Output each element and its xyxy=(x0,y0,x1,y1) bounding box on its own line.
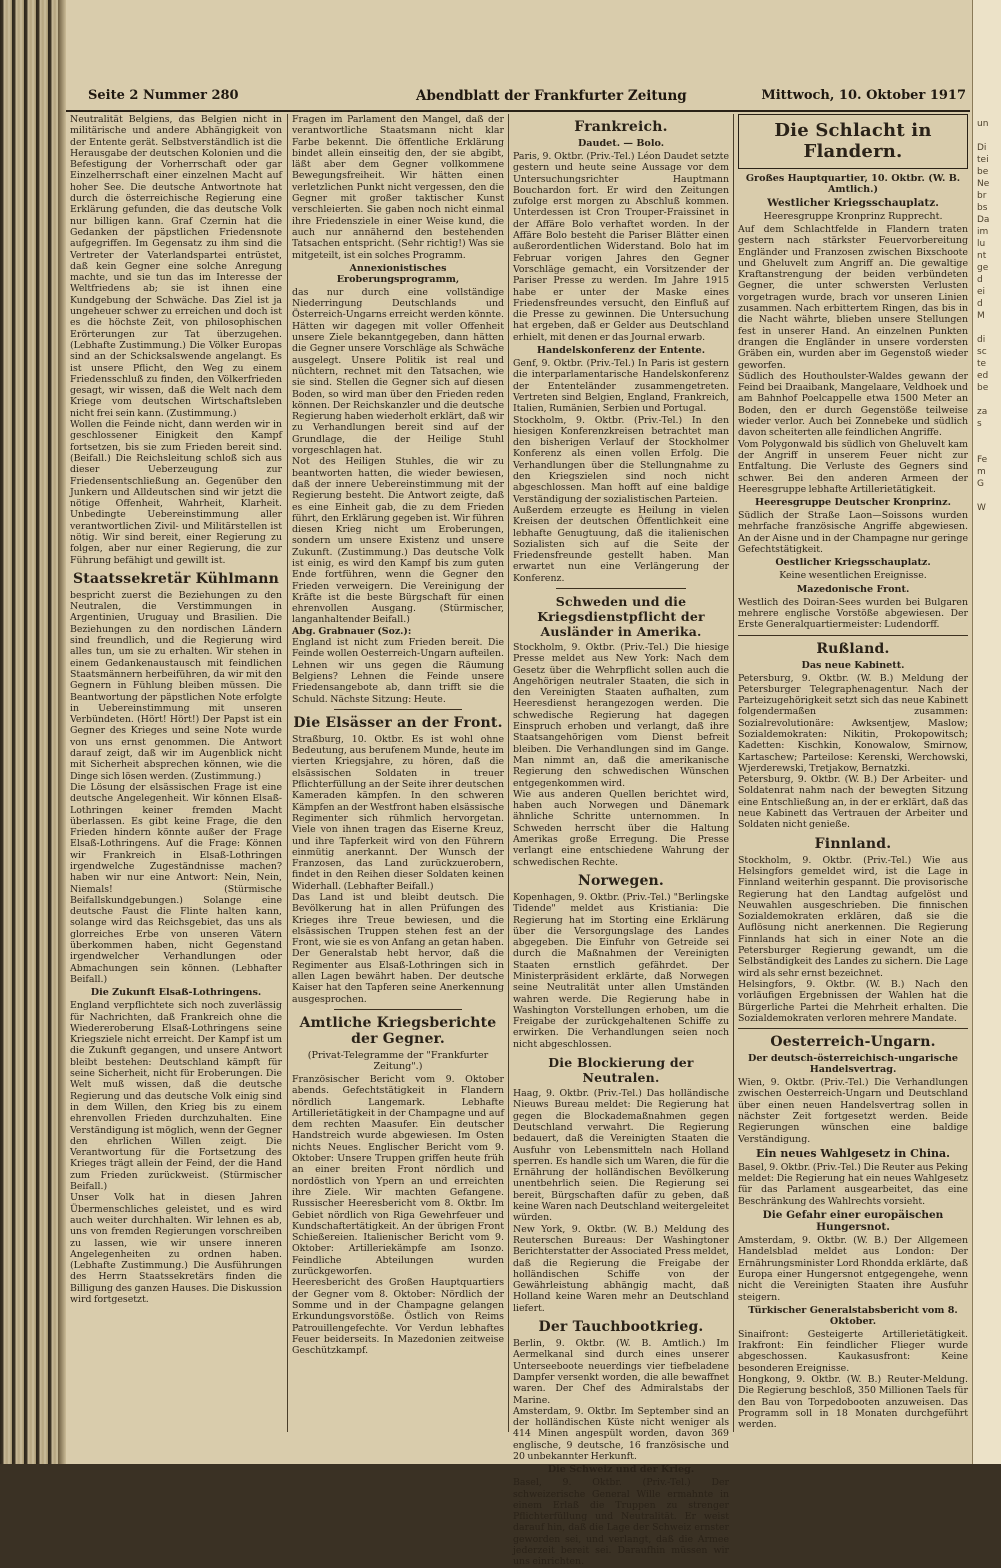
divider xyxy=(738,1028,968,1029)
article-text: Genf, 9. Oktbr. (Priv.-Tel.) In Paris ist gestern die interparlamentarische Handelskonferenz der Ententeländer zusammengetreten. Vertreten sind Belgien, England, Frankreich, Italien, Rumänien, Serbien und Portugal. xyxy=(513,358,729,415)
article-text: Stockholm, 9. Oktbr. (Priv.-Tel.) In den hiesigen Konferenzkreisen betrachtet man den bisherigen Verlauf der Stockholmer Konferenz als einen vollen Erfolg. Die Verhandlungen über die Stellungnahme zu den Kriegszielen sind noch nicht abgeschlossen. Man hofft auf eine baldige Verständigung der sozialistischen Parteien. xyxy=(513,414,729,505)
article-text: Petersburg, 9. Oktbr. (W. B.) Meldung der Petersburger Telegraphenagentur. Nach der Parteizugehörigkeit setzt sich das neue Kabinett folgendermaßen zusammen: Sozialrevolutionäre: Awksentjew, Maslow; Sozialdemokraten: Nikitin, Prokopowitsch; Kadetten: Kischkin, Konowalow, Smirnow, Kartaschew; Parteilose: Kerenski, Werchowski, Wjerderewski, Tretjakow, Bernatzki. xyxy=(738,672,968,774)
article-text: Heeresbericht des Großen Hauptquartiers der Gegner vom 8. Oktober: Nördlich der Somme und in der Champagne gelangen Erkundungsvorstöße. Östlich von Reims Patrouillengefechte. Vor Verdun lebhaftes Feuer beiderseits. In Mazedonien zeitweise Geschützkampf. xyxy=(292,1277,504,1357)
newspaper-title: Abendblatt der Frankfurter Zeitung xyxy=(416,88,687,104)
article-text: Auf dem Schlachtfelde in Flandern traten gestern nach stärkster Feuervorbereitung Engländer und Franzosen zwischen Bixschoote und Gheluvelt zum Angriff an. Die gewaltige Kraftanstrengung der beiden verbündeten Gegner, die unter schwersten Verlusten vorgetragen wurde, brach vor unseren Linien zusammen. Nach erbittertem Ringen, das bis in die Nacht währte, blieben unsere Stellungen fest in unserer Hand. An einzelnen Punkten drangen die Engländer in unsere vordersten Gräben ein, wurden aber im Gegenstoß wieder geworfen. xyxy=(738,224,968,371)
masthead xyxy=(66,86,970,112)
subheading: Die Zukunft Elsaß-Lothringens. xyxy=(90,987,262,999)
subheading: (Privat-Telegramme der "Frankfurter Zeitung".) xyxy=(307,1049,489,1072)
article-text: Die Lösung der elsässischen Frage ist eine deutsche Angelegenheit. Wir können Elsaß-Lothringen keiner fremden Macht überlassen. Es gibt keine Frage, die den Frieden hindern könnte außer der Frage Elsaß-Lothringens. Auf die Frage: Können wir Frankreich in Elsaß-Lothringen irgendwelche Zugeständnisse machen? haben wir nur eine Antwort: Nein, Nein, Niemals! (Stürmische Beifallskundgebungen.) Solange eine deutsche Faust die Flinte halten kann, solange wird das Reichsgebiet, das uns als glorreiches Erbe von unseren Vätern überkommen haben, nicht Gegenstand irgendwelcher Verhandlungen oder Abmachungen sein können. (Lebhafter Beifall.) xyxy=(70,781,282,985)
article-text: Basel, 9. Oktbr. (Priv.-Tel.) Der schweizerische General Wille ermahnte in einem Erlaß die Truppen zu strenger Pflichterfüllung und Neutralität. Er weist darauf hin, daß die Lage der Schweiz ernster geworden sei, und verlangt, daß die Armee jederzeit bereit sei. Daraufhin müssen wir uns einrichten. xyxy=(513,1477,729,1568)
article-text: Helsingfors, 9. Oktbr. (W. B.) Nach den vorläufigen Ergebnissen der Wahlen hat die Bürgerliche Partei die Mehrheit erhalten. Die Sozialdemokraten verloren mehrere Mandate. xyxy=(738,978,968,1024)
subheading: Westlicher Kriegsschauplatz. xyxy=(767,197,939,209)
article-text: Vom Polygonwald bis südlich von Gheluvelt kam der Angriff in unserem Feuer nicht zur Entfaltung. Die Verluste des Gegners sind schwer. Bei den anderen Armeen der Heeresgruppe lebhafte Artillerietätigkeit. xyxy=(738,438,968,495)
subheading: Heeresgruppe Deutscher Kronprinz. xyxy=(755,497,951,509)
article-text: Haag, 9. Oktbr. (Priv.-Tel.) Das holländische Nieuws Bureau meldet: Die Regierung hat gegen die Blockademaßnahmen gegen Deutschland verwahrt. Die Regierung bedauert, daß die Vereinigten Staaten die Ausfuhr von Lebensmitteln nach Holland sperren. Es handle sich um Waren, die für die Ernährung der holländischen Bevölkerung unentbehrlich seien. Die Regierung sei bereit, Bürgschaften dafür zu geben, daß keine Waren nach Deutschland weitergeleitet würden. xyxy=(513,1088,729,1224)
column-rule xyxy=(508,114,509,1432)
section-heading: Die Blockierung der Neutralen. xyxy=(548,1055,694,1086)
subheading: Das neue Kabinett. xyxy=(801,659,905,671)
article-text: England verpflichtete sich noch zuverlässig für Nachrichten, daß Frankreich ohne die Wiedereroberung Elsaß-Lothringens seine Kriegsziele nicht erreicht. Der Kampf ist um die Zukunft gegangen, und unsere Antwort bleibt bestehen: Deutschland kämpft für seine Sicherheit, nicht für Eroberungen. Die Welt muß wissen, daß die deutsche Regierung und das deutsche Volk einig sind in dem Willen, den Krieg bis zu einem ehrenvollen Frieden durchzuhalten. Eine Verständigung ist möglich, wenn der Gegner den ehrlichen Willen zeigt. Die Verantwortung für die Fortsetzung des Krieges trägt allein der Feind, der die Hand zum Frieden zurückweist. (Stürmischer Beifall.) xyxy=(70,1000,282,1193)
section-heading: Norwegen. xyxy=(577,872,665,889)
subheading: Mazedonische Front. xyxy=(796,583,910,595)
section-heading: Der Tauchbootkrieg. xyxy=(538,1319,704,1336)
column-1 xyxy=(70,114,282,1434)
section-heading: Frankreich. xyxy=(574,119,668,135)
section-heading: Finnland. xyxy=(814,835,892,852)
subheading: Die Gefahr einer europäischen Hungersnot. xyxy=(762,1209,944,1234)
column-2 xyxy=(292,114,504,1434)
page-number: Seite 2 Nummer 280 xyxy=(88,88,239,103)
article-text: Sinaifront: Gesteigerte Artillerietätigkeit. Irakfront: Ein feindlicher Flieger wurde abgeschossen. Kaukasusfront: Keine besonderen Ereignisse. xyxy=(738,1328,968,1374)
speaker-line: Abg. Grabnauer (Soz.): xyxy=(292,625,412,637)
subheading: Der deutsch-österreichisch-ungarische Handelsvertrag. xyxy=(748,1053,958,1076)
article-text: Südlich des Houthoulster-Waldes gewann der Feind bei Draaibank, Mangelaare, Veldhoek und am Bahnhof Poelcappelle etwa 1500 Meter an Boden, den er durch Gegenstöße teilweise wieder verlor. Auch bei Zonnebeke und südlich davon scheiterten alle feindlichen Angriffe. xyxy=(738,370,968,439)
article-text: Not des Heiligen Stuhles, die wir zu beantworten hatten, die wieder bewiesen, daß der innere Uebereinstimmung mit der Regierung besteht. Die Antwort zeigte, daß es eine Einheit gab, die zu dem Frieden führt, den Erklärung gegeben ist. Wir führen diesen Krieg nicht um Eroberungen, sondern um unsere Existenz und unsere Zukunft. (Zustimmung.) Das deutsche Volk ist einig, es wird den Kampf bis zum guten Ende fortführen, wenn die Gegner den Frieden verweigern. Die Vereinigung der Kräfte ist die beste Bürgschaft für einen ehrenvollen Ausgang. (Stürmischer, langanhaltender Beifall.) xyxy=(292,456,504,626)
headline-box xyxy=(738,114,968,169)
article-text: Straßburg, 10. Oktbr. Es ist wohl ohne Bedeutung, aus berufenem Munde, heute im vierten Kriegsjahre, zu hören, daß die elsässischen Soldaten in treuer Pflichterfüllung an der Seite ihrer deutschen Kameraden kämpfen. In den schweren Kämpfen an der Westfront haben elsässische Regimenter sich rühmlich hervorgetan. Viele von ihnen tragen das Eiserne Kreuz, und ihre Tapferkeit wird von den Führern einmütig anerkannt. Der Wunsch der Franzosen, das Land zurückzuerobern, findet in den Reihen dieser Soldaten keinen Widerhall. (Lebhafter Beifall.) xyxy=(292,733,504,892)
column-4 xyxy=(738,114,968,1434)
article-text: Das Land ist und bleibt deutsch. Die Bevölkerung hat in allen Prüfungen des Krieges ihre Treue bewiesen, und die elsässischen Truppen stehen fest an der Front, wie sie es von Anfang an getan haben. Der Generalstab hebt hervor, daß die Regimenter aus Elsaß-Lothringen sich in allen Lagen bewährt haben. Der deutsche Kaiser hat den Tapferen seine Anerkennung ausgesprochen. xyxy=(292,892,504,1005)
subheading: Ein neues Wahlgesetz in China. xyxy=(755,1146,951,1160)
article-text: das nur durch eine vollständige Niederringung Deutschlands und Österreich-Ungarns erreicht werden könnte. Hätten wir dagegen mit voller Offenheit unsere Ziele bekanntgegeben, dann hätten die Gegner unsere Vorschläge als Schwäche ausgelegt. Unsere Politik ist real und nüchtern, rechnet mit den Tatsachen, wie sie sind. Stellen die Gegner sich auf diesen Boden, so wird man über den Frieden reden können. Der Reichskanzler und die deutsche Regierung haben wiederholt erklärt, daß wir zu Verhandlungen bereit sind auf der Grundlage, die der Heilige Stuhl vorgeschlagen hat. xyxy=(292,286,504,457)
subheading: Daudet. — Bolo. xyxy=(577,138,665,149)
article-text: Stockholm, 9. Oktbr. (Priv.-Tel.) Die hiesige Presse meldet aus New York: Nach dem Gesetz über die Wehrpflicht sollen auch die Angehörigen neutraler Staaten, die sich in den Vereinigten Staaten aufhalten, zum Heeresdienst herangezogen werden. Die schwedische Regierung hat dagegen Einspruch erhoben und verlangt, daß ihre Staatsangehörigen vom Dienst befreit bleiben. Die Verhandlungen sind im Gange. Man nimmt an, daß die amerikanische Regierung den schwedischen Wünschen entgegenkommen wird. xyxy=(513,641,729,789)
article-text: Westlich des Doiran-Sees wurden bei Bulgaren mehrere englische Vorstöße abgewiesen. Der Erste Generalquartiermeister: Ludendorff. xyxy=(738,596,968,631)
article-text: Amsterdam, 9. Oktbr. (W. B.) Der Allgemeen Handelsblad meldet aus London: Der Ernährungsminister Lord Rhondda erklärte, daß Europa einer Hungersnot entgegengehe, wenn nicht die Vereinigten Staaten ihre Ausfuhr steigern. xyxy=(738,1235,968,1303)
article-text: Keine wesentlichen Ereignisse. xyxy=(779,570,927,582)
article-text: Südlich der Straße Laon—Soissons wurden mehrfache französische Angriffe abgewiesen. An der Aisne und in der Champagne nur geringe Gefechtstätigkeit. xyxy=(738,510,968,556)
article-text: Wollen die Feinde nicht, dann werden wir in geschlossener Einigkeit den Kampf fortsetzen, bis sie zum Frieden bereit sind. (Beifall.) Die Reichsleitung schloß sich aus dieser Ueberzeugung zur Friedensentschließung an. Gegenüber den Junkern und Alldeutschen sind wir jetzt die nötige Offenheit, Wahrheit, Klarheit. Unbedingte Uebereinstimmung aller verantwortlichen Zivil- und Militärstellen ist nötig. Wir sind bereit, einer Regierung zu folgen, aber nur einer Regierung, die zur Führung befähigt und gewillt ist. xyxy=(70,419,282,566)
column-rule xyxy=(733,114,734,1432)
column-3 xyxy=(513,114,729,1568)
article-text: Stockholm, 9. Oktbr. (Priv.-Tel.) Wie aus Helsingfors gemeldet wird, ist die Lage in Finnland weiterhin gespannt. Die provisorische Regierung hat den Landtag aufgelöst und Neuwahlen ausgeschrieben. Die finnischen Sozialdemokraten erklären, daß sie die Auflösung nicht anerkennen. Die Regierung Finnlands hat sich in einer Note an die Petersburger Regierung gewandt, um die Selbständigkeit des Landes zu sichern. Die Lage wird als sehr ernst bezeichnet. xyxy=(738,854,968,979)
article-text: Kopenhagen, 9. Oktbr. (Priv.-Tel.) "Berlingske Tidende" meldet aus Kristiania: Die Regierung hat im Storting eine Erklärung über die Versorgungslage des Landes abgegeben. Die Einfuhr von Getreide sei durch die Maßnahmen der Vereinigten Staaten ernstlich gefährdet. Der Ministerpräsident erklärte, daß Norwegen seine Neutralität unter allen Umständen wahren werde. Die Regierung habe in Washington Vorstellungen erhoben, um die Freigabe der zurückgehaltenen Schiffe zu erwirken. Die Verhandlungen seien noch nicht abgeschlossen. xyxy=(513,891,729,1050)
article-text: bespricht zuerst die Beziehungen zu den Neutralen, die Verstimmungen in Argentinien, Uruguay und Brasilien. Die Beziehungen zu den nordischen Ländern sind freundlich, und die Regierung wird alles tun, um sie zu erhalten. Wir stehen in einem Gedankenaustausch mit feindlichen Staatsmännern herbeiführen, da wir mit den Gegnern in Fühlung bleiben müssen. Die Beantwortung der päpstlichen Note erfolgte in Uebereinstimmung mit unseren Verbündeten. (Hört! Hört!) Der Papst ist ein Gegner des Krieges und seine Note wurde von uns ernst genommen. Die Antwort darauf zeigt, daß wir im Augenblick nicht mit Sicherheit absprechen können, wie die Dinge sich lösen werden. (Zustimmung.) xyxy=(70,589,282,782)
binding-edge xyxy=(58,0,66,1464)
article-text: Hongkong, 9. Oktbr. (W. B.) Reuter-Meldung. Die Regierung beschloß, 350 Millionen Taels für den Bau von Torpedobooten anzuweisen. Das Programm soll in 18 Monaten durchgeführt werden. xyxy=(738,1374,968,1431)
subheading: Annexionistisches Eroberungsprogramm, xyxy=(336,262,460,285)
next-page-fragment: un Di tei be Ne br bs Da im lu nt ge d ei d M di sc te ed be za s Fe m G W xyxy=(977,119,990,513)
article-text: Berlin, 9. Oktbr. (W. B. Amtlich.) Im Aermelkanal sind durch eines unserer Unterseeboote neuerdings vier tiefbeladene Dampfer versenkt worden, die alle bewaffnet waren. Der Chef des Admiralstabs der Marine. xyxy=(513,1338,729,1406)
article-text: Französischer Bericht vom 9. Oktober abends. Gefechtstätigkeit in Flandern nördlich Langemark. Lebhafte Artillerietätigkeit in der Champagne und auf dem rechten Maasufer. Ein deutscher Handstreich wurde abgewiesen. Im Osten nichts Neues. Englischer Bericht vom 9. Oktober: Unsere Truppen griffen heute früh an einer breiten Front nördlich und nordöstlich von Ypern an und erreichten ihre Ziele. Wir machten Gefangene. Russischer Heeresbericht vom 8. Oktbr. Im Gebiet nördlich von Riga Gewehrfeuer und Kundschaftertätigkeit. An der übrigen Front Schießereien. Italienischer Bericht vom 9. Oktober: Artilleriekämpfe am Isonzo. Feindliche Abteilungen wurden zurückgeworfen. xyxy=(292,1073,504,1278)
subheading: Die Schweiz und der Krieg. xyxy=(547,1464,695,1476)
subheading: Türkischer Generalstabsbericht vom 8. Oktober. xyxy=(748,1304,958,1327)
subheading: Heeresgruppe Kronprinz Rupprecht. xyxy=(763,211,943,222)
section-heading: Rußland. xyxy=(816,640,890,657)
divider xyxy=(334,1009,461,1010)
section-heading: Die Elsässer an der Front. xyxy=(293,714,503,731)
article-text: Neutralität Belgiens, das Belgien nicht in militärische und andere Abhängigkeit von der Entente gerät. Selbstverständlich ist die Herausgabe der deutschen Kolonien und die Befestigung der Vorherrschaft oder gar Einzelherrschaft einer einzelnen Macht auf hoher See. Die deutsche Antwortnote hat durch die österreichische Regierung eine Erklärung gefunden, die das deutsche Volk nur billigen kann. Graf Czernin hat die Gedanken der päpstlichen Friedensnote aufgegriffen. Im Gegensatz zu ihm sind die Vertreter der Vaterlandspartei entrüstet, daß kein Gegner eine solche Anregung machte, und sie tun das im Interesse der Weltfriedens ab; sie ist ihnen eine Kundgebung der Schwäche. Das Ziel ist ja ungeheuer schwer zu erreichen und doch ist es die höchste Zeit, von philosophischen Erörterungen zur Tat überzugehen. (Lebhafte Zustimmung.) Die Völker Europas sind an der Schicksalswende angelangt. Es ist unsere Pflicht, den Weg zu einem Friedensschluß zu finden, den Völkerfrieden gesagt, wir wissen, daß die Welt nach dem Kriege vom deutschen Wirtschaftsleben nicht frei sein kann. (Zustimmung.) xyxy=(70,114,282,419)
section-heading: Schweden und die Kriegsdienstpflicht der Ausländer in Amerika. xyxy=(537,593,705,639)
article-text: Wie aus anderen Quellen berichtet wird, haben auch Norwegen und Dänemark ähnliche Schritte unternommen. In Schweden herrscht über die Haltung Amerikas große Erregung. Die Presse verlangt eine entschiedene Wahrung der schwedischen Rechte. xyxy=(513,788,729,868)
next-page-edge xyxy=(972,0,1001,1464)
article-text: Amsterdam, 9. Oktbr. Im September sind an der holländischen Küste nicht weniger als 414 Minen angespült worden, davon 369 englische, 9 deutsche, 16 französische und 20 unbekannter Herkunft. xyxy=(513,1405,729,1462)
main-headline: Die Schlacht in Flandern. xyxy=(774,120,932,162)
issue-date: Mittwoch, 10. Oktober 1917 xyxy=(761,88,966,103)
divider xyxy=(334,709,461,710)
article-text: Unser Volk hat in diesen Jahren Übermenschliches geleistet, und es wird auch weiter durchhalten. Wir lehnen es ab, uns von fremden Regierungen vorschreiben zu lassen, wie wir unsere inneren Angelegenheiten zu ordnen haben. (Lebhafte Zustimmung.) Die Ausführungen des Herrn Staatssekretärs finden die Billigung des ganzen Hauses. Die Diskussion wird fortgesetzt. xyxy=(70,1192,282,1305)
article-text: Paris, 9. Oktbr. (Priv.-Tel.) Léon Daudet setzte gestern und heute seine Aussage vor dem Untersuchungsrichter Hauptmann Bouchardon fort. Er wird den Zeitungen zufolge erst morgen zu Abschluß kommen. Unterdessen ist Cron Trouper-Fraissinet in der Affäre Bolo verhaftet worden. In der Affäre Bolo besteht die Pariser Blätter einen außerordentlichen Widerstand. Bolo hat im Februar vorigen Jahres den Gegner Vorschläge gemacht, ein Vorsitzender der Pariser Presse zu werden. Im Jahre 1915 habe er unter der Maske eines Friedensfreundes versucht, den Einfluß auf die Presse zu gewinnen. Die Untersuchung hat ergeben, daß er Gelder aus Deutschland erhielt, mit denen er das Journal erwarb. xyxy=(513,151,729,343)
article-text: Basel, 9. Oktbr. (Priv.-Tel.) Die Reuter aus Peking meldet: Die Regierung hat ein neues Wahlgesetz für das Parlament ausgearbeitet, das eine Beschränkung des Wahlrechts vorsieht. xyxy=(738,1161,968,1207)
subheading: Großes Hauptquartier, 10. Oktbr. (W. B. Amtlich.) xyxy=(745,173,961,195)
divider xyxy=(738,635,968,636)
section-heading: Oesterreich-Ungarn. xyxy=(770,1034,936,1051)
article-text: Außerdem erzeugte es Heilung in vielen Kreisen der deutschen Öffentlichkeit eine lebhafte Genugtuung, daß die italienischen Sozialisten sich auf die Seite der Friedensfreunde gestellt haben. Man erwartet nun eine Verlängerung der Konferenz. xyxy=(513,504,729,584)
subheading: Handelskonferenz der Entente. xyxy=(536,345,706,357)
article-text: New York, 9. Oktbr. (W. B.) Meldung des Reuterschen Bureaus: Der Washingtoner Berichterstatter der Associated Press meldet, daß die Regierung die Freigabe der holländischen Schiffe von der Gewährleistung abhängig macht, daß Holland keine Waren mehr an Deutschland liefert. xyxy=(513,1223,729,1314)
article-text: Fragen im Parlament den Mangel, daß der verantwortliche Staatsmann nicht klar Farbe bekennt. Die öffentliche Erklärung bindet allein einseitig den, der sie abgibt, läßt aber dem Gegner vollkommene Bewegungsfreiheit. Wir hätten einen verletzlichen Punkt nicht vergessen, den die Gegner mit großer taktischer Kunst verschleierten. Sie gaben noch nicht einmal ihre Friedensziele in einer Weise kund, die auch nur annähernd den bestehenden Tatsachen entspricht. (Sehr richtig!) Was sie mitgeteilt, ist ein solches Programm. xyxy=(292,114,504,261)
article-text: Wien, 9. Oktbr. (Priv.-Tel.) Die Verhandlungen zwischen Oesterreich-Ungarn und Deutschland über einen neuen Handelsvertrag sollen in nächster Zeit fortgesetzt werden. Beide Regierungen wünschen eine baldige Verständigung. xyxy=(738,1077,968,1145)
article-text: England ist nicht zum Frieden bereit. Die Feinde wollen Oesterreich-Ungarn aufteilen. Lehnen wir uns gegen die Räumung Belgiens? Lehnen die Feinde unsere Friedensangebote ab, dann trifft sie die Schuld. Nächste Sitzung: Heute. xyxy=(292,637,504,705)
subheading: Oestlicher Kriegsschauplatz. xyxy=(775,557,931,569)
column-rule xyxy=(287,114,288,1432)
book-binding xyxy=(0,0,62,1464)
section-heading: Staatssekretär Kühlmann xyxy=(72,570,279,587)
article-text: Petersburg, 9. Oktbr. (W. B.) Der Arbeiter- und Soldatenrat nahm nach der bewegten Sitzung eine Entschließung an, in der er erklärt, daß das neue Kabinett das Vertrauen der Arbeiter und Soldaten nicht genieße. xyxy=(738,774,968,831)
divider xyxy=(556,588,686,589)
section-heading: Amtliche Kriegsberichte der Gegner. xyxy=(299,1014,497,1047)
